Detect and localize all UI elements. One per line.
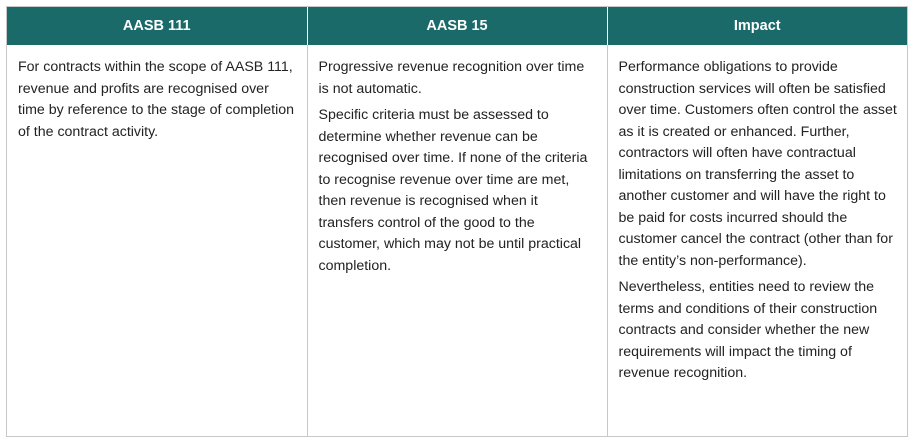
- cell-paragraph: Progressive revenue recognition over time is not automatic.: [318, 59, 585, 97]
- cell-impact: [607, 45, 907, 436]
- cell-paragraph: Performance obligations to provide construction services will often be satisfied over time. Customers often control the asset as it is created or enhanced. Further, contractors will often have contractual limitations on transferring the asset to another customer and will have the right to be paid for costs incurred should the customer cancel the contract (other than for the entity’s non-performance).: [618, 59, 897, 269]
- table-header: [7, 7, 907, 45]
- cell-aasb-15: [307, 45, 607, 436]
- cell-aasb-111: [7, 45, 307, 436]
- cell-paragraph: For contracts within the scope of AASB 111, revenue and profits are recognised over time by reference to the stage of completion of the contract activity.: [18, 59, 295, 140]
- table-body: [7, 45, 907, 436]
- header-aasb-15: AASB 15: [307, 7, 607, 45]
- header-impact: Impact: [607, 7, 907, 45]
- header-row: [7, 7, 907, 45]
- cell-paragraph: Specific criteria must be assessed to determine whether revenue can be recognised over time. If none of the criteria to recognise revenue over time are met, then revenue is recognised when it transfers control of the good to the customer, which may not be until practical completion.: [318, 107, 588, 274]
- cell-paragraph: Nevertheless, entities need to review the terms and conditions of their construction contracts and consider whether the new requirements will impact the timing of revenue recognition.: [618, 279, 878, 381]
- table-row: [7, 45, 907, 436]
- header-aasb-111: AASB 111: [7, 7, 307, 45]
- comparison-table-frame: [6, 6, 908, 437]
- comparison-table: [7, 7, 907, 436]
